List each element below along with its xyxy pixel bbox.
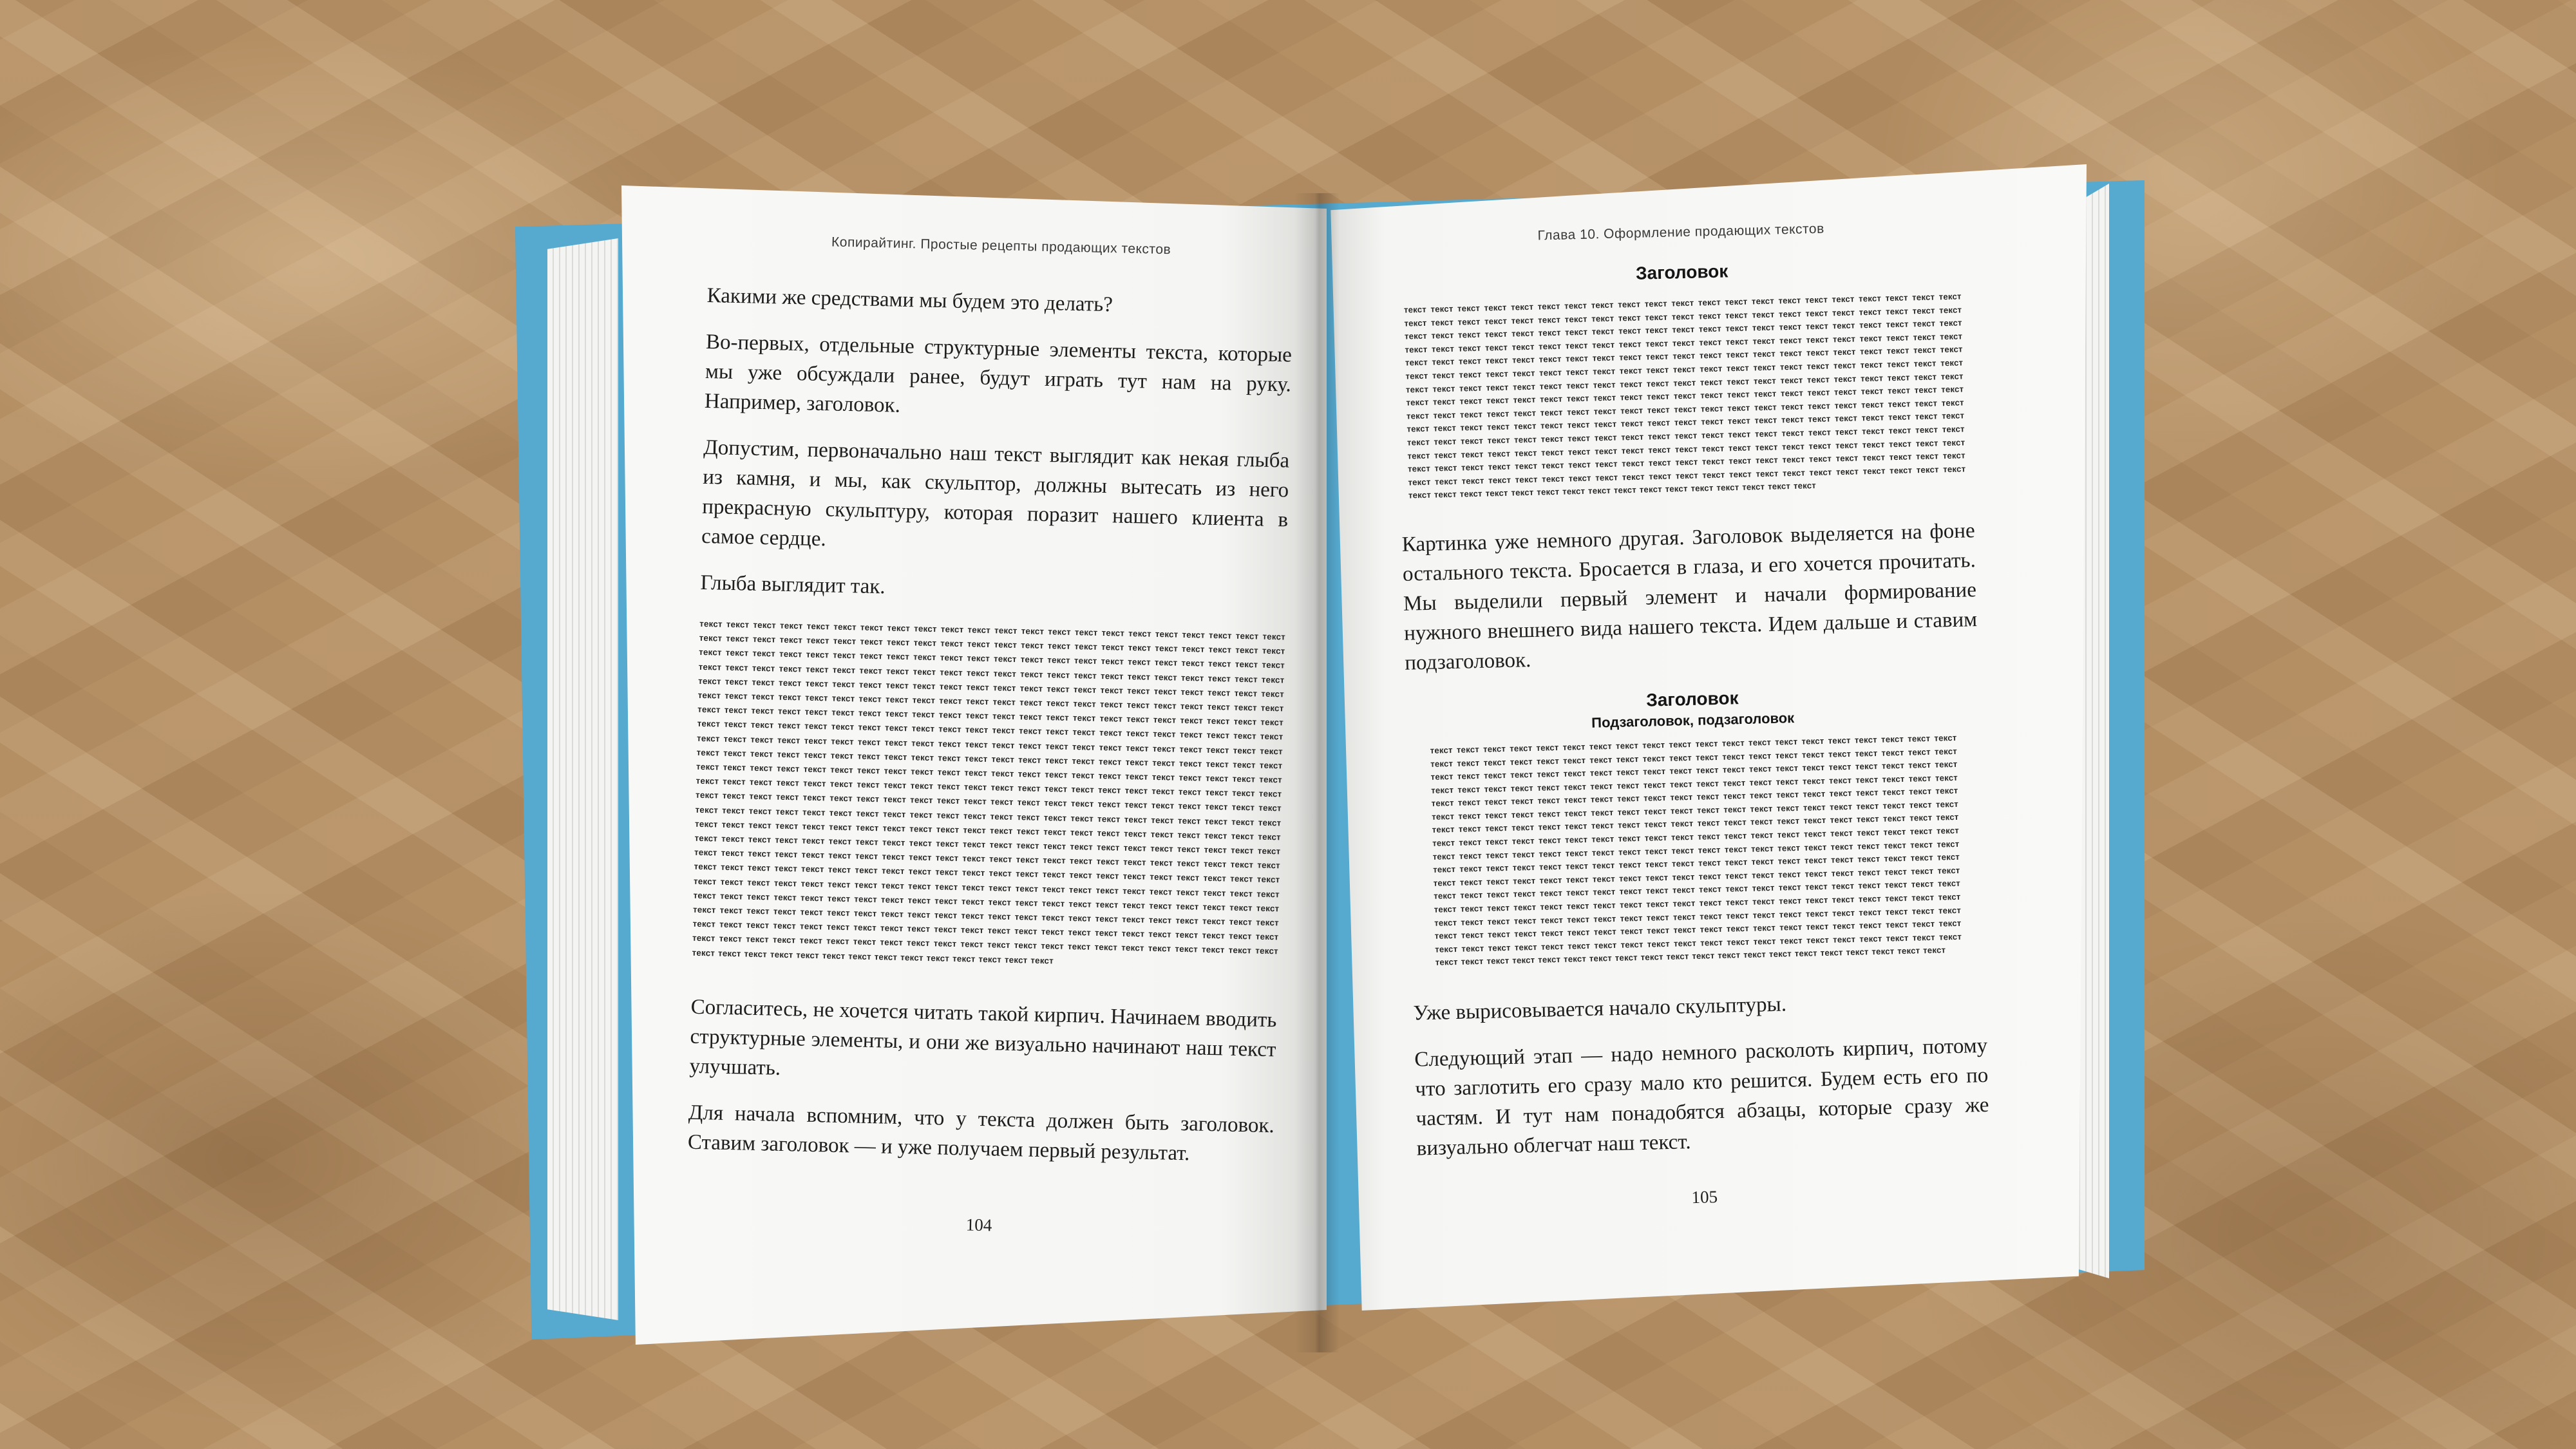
left-page-content	[686, 232, 1294, 1242]
sample-heading: Заголовок	[1635, 261, 1728, 283]
left-paragraph: Глыба выглядит так.	[700, 571, 886, 599]
left-paragraph: Какими же средствами мы будем это делать?	[706, 283, 1113, 317]
right-paragraph: Уже вырисовывается начало скульптуры.	[1413, 992, 1787, 1025]
left-paragraph: Для начала вспомним, что у текста должен быть заголовок. Ставим заголовок — и уже получаем первый результат.	[687, 1101, 1275, 1166]
text-block-sample: текст текст текст текст текст текст текст текст текст текст текст текст текст текст текст текст текст текст текст текст текст текст текст текст текст текст текст текст текст текст текст текст текст текст текст текст текст текст текст текст текст текст текст текст текст текст текст текст текст текст текст текст текст текст текст текст текст текст текст текст текст текст текст текст текст текст текст текст текст текст текст текст текст текст текст текст текст текст текст текст текст текст текст текст текст текст текст текст текст текст текст текст текст текст текст текст текст текст текст текст текст текст текст текст текст текст текст текст текст текст текст текст текст текст текст текст текст текст текст текст текст текст текст текст текст текст текст текст текст текст текст текст текст текст текст текст текст текст текст текст текст текст текст текст текст текст текст текст текст текст текст текст текст текст текст текст текст текст текст текст текст текст текст текст текст текст текст текст текст текст текст текст текст текст текст текст текст текст текст текст текст текст текст текст текст текст текст текст текст текст текст текст текст текст текст текст текст текст текст текст текст текст текст текст текст текст текст текст текст текст текст текст текст текст текст текст текст текст текст текст текст текст текст текст текст текст текст текст текст текст текст текст текст текст текст текст текст текст текст текст текст текст текст текст текст текст текст текст текст текст текст текст текст текст текст текст текст текст текст текст текст текст текст текст текст текст текст текст текст текст текст текст текст текст текст текст текст текст текст текст текст текст текст текст текст текст текст текст текст текст текст текст текст текст текст текст текст текст текст текст текст текст текст текст текст текст текст текст текст текст текст текст текст текст текст текст текст текст текст текст текст текст текст текст текст текст текст текст текст текст текст текст текст текст текст текст текст текст текст текст	[1430, 732, 1962, 968]
right-paragraph: Следующий этап — надо немного расколоть кирпич, потому что заглотить его сразу мало кто решится. Будем есть его по частям. И тут нам понадобятся абзацы, которые сразу же визуально облегчат наш текст.	[1414, 1034, 1989, 1160]
right-paragraph: Картинка уже немного другая. Заголовок выделяется на фоне остального текста. Бросается в глаза, и его хочется прочитать. Мы выделили первый элемент и начали формирование нужного внешнего вида нашего текста. Идем дальше и ставим подзаголовок.	[1401, 519, 1978, 675]
running-head-right: Глава 10. Оформление продающих текстов	[1537, 221, 1824, 243]
sample-subheading: Подзаголовок, подзаголовок	[1591, 709, 1795, 731]
running-head-left: Копирайтинг. Простые рецепты продающих текстов	[831, 234, 1171, 258]
text-block-sample: текст текст текст текст текст текст текст текст текст текст текст текст текст текст текст текст текст текст текст текст текст текст текст текст текст текст текст текст текст текст текст текст текст текст текст текст текст текст текст текст текст текст текст текст текст текст текст текст текст текст текст текст текст текст текст текст текст текст текст текст текст текст текст текст текст текст текст текст текст текст текст текст текст текст текст текст текст текст текст текст текст текст текст текст текст текст текст текст текст текст текст текст текст текст текст текст текст текст текст текст текст текст текст текст текст текст текст текст текст текст текст текст текст текст текст текст текст текст текст текст текст текст текст текст текст текст текст текст текст текст текст текст текст текст текст текст текст текст текст текст текст текст текст текст текст текст текст текст текст текст текст текст текст текст текст текст текст текст текст текст текст текст текст текст текст текст текст текст текст текст текст текст текст текст текст текст текст текст текст текст текст текст текст текст текст текст текст текст текст текст текст текст текст текст текст текст текст текст текст текст текст текст текст текст текст текст текст текст текст текст текст текст текст текст текст текст текст текст текст текст текст текст текст текст текст текст текст текст текст текст текст текст текст текст текст текст текст текст текст текст текст текст текст текст текст текст текст текст текст текст текст текст текст текст текст текст текст текст текст текст текст текст текст текст текст текст текст текст текст текст текст текст текст текст текст текст текст текст текст текст текст текст текст текст текст текст текст текст текст текст текст текст текст текст текст текст текст текст текст текст текст текст текст текст текст текст текст текст текст текст	[1403, 291, 1966, 500]
right-page-content	[1394, 218, 1991, 1214]
left-paragraph: Во-первых, отдельные структурные элементы текста, которые мы уже обсуждали ранее, будут играть тут нам на руку. Например, заголовок.	[704, 330, 1293, 417]
sample-heading: Заголовок	[1645, 688, 1739, 710]
page-number-left: 104	[965, 1215, 992, 1235]
left-paragraph: Допустим, первоначально наш текст выглядит как некая глыба из камня, и мы, как скульптор, должны вытесать из него прекрасную скульптуру, которая поразит нашего клиента в самое сердце.	[701, 435, 1290, 551]
left-paragraph: Согласитесь, не хочется читать такой кирпич. Начинаем вводить структурные элементы, и они же визуально начинают наш текст улучшать.	[689, 995, 1277, 1080]
text-block-sample: текст текст текст текст текст текст текст текст текст текст текст текст текст текст текст текст текст текст текст текст текст текст текст текст текст текст текст текст текст текст текст текст текст текст текст текст текст текст текст текст текст текст текст текст текст текст текст текст текст текст текст текст текст текст текст текст текст текст текст текст текст текст текст текст текст текст текст текст текст текст текст текст текст текст текст текст текст текст текст текст текст текст текст текст текст текст текст текст текст текст текст текст текст текст текст текст текст текст текст текст текст текст текст текст текст текст текст текст текст текст текст текст текст текст текст текст текст текст текст текст текст текст текст текст текст текст текст текст текст текст текст текст текст текст текст текст текст текст текст текст текст текст текст текст текст текст текст текст текст текст текст текст текст текст текст текст текст текст текст текст текст текст текст текст текст текст текст текст текст текст текст текст текст текст текст текст текст текст текст текст текст текст текст текст текст текст текст текст текст текст текст текст текст текст текст текст текст текст текст текст текст текст текст текст текст текст текст текст текст текст текст текст текст текст текст текст текст текст текст текст текст текст текст текст текст текст текст текст текст текст текст текст текст текст текст текст текст текст текст текст текст текст текст текст текст текст текст текст текст текст текст текст текст текст текст текст текст текст текст текст текст текст текст текст текст текст текст текст текст текст текст текст текст текст текст текст текст текст текст текст текст текст текст текст текст текст текст текст текст текст текст текст текст текст текст текст текст текст текст текст текст текст текст текст текст текст текст текст текст текст текст текст текст текст текст текст текст текст текст текст текст текст текст текст текст текст текст текст текст текст текст текст текст текст текст текст текст текст текст текст текст текст текст текст текст текст текст текст текст текст текст текст текст текст текст текст текст текст текст текст текст текст текст текст текст текст текст текст текст текст текст текст текст текст текст текст текст текст текст текст текст текст текст текст текст текст текст текст текст текст текст текст текст текст текст текст текст текст текст текст текст текст текст текст текст текст текст текст текст текст текст текст текст текст текст текст текст текст текст текст текст текст текст текст текст текст текст текст текст текст текст текст текст текст текст текст текст текст текст текст текст текст текст текст текст текст текст текст текст текст текст текст текст текст текст текст текст текст текст текст текст текст текст текст текст текст текст текст текст текст текст текст текст текст текст текст текст текст текст текст текст текст текст текст текст текст текст текст текст текст текст текст текст текст текст текст текст текст текст текст текст текст текст текст текст текст текст текст текст текст текст текст текст текст текст текст текст текст текст текст	[692, 618, 1286, 966]
page-number-right: 105	[1691, 1187, 1718, 1208]
